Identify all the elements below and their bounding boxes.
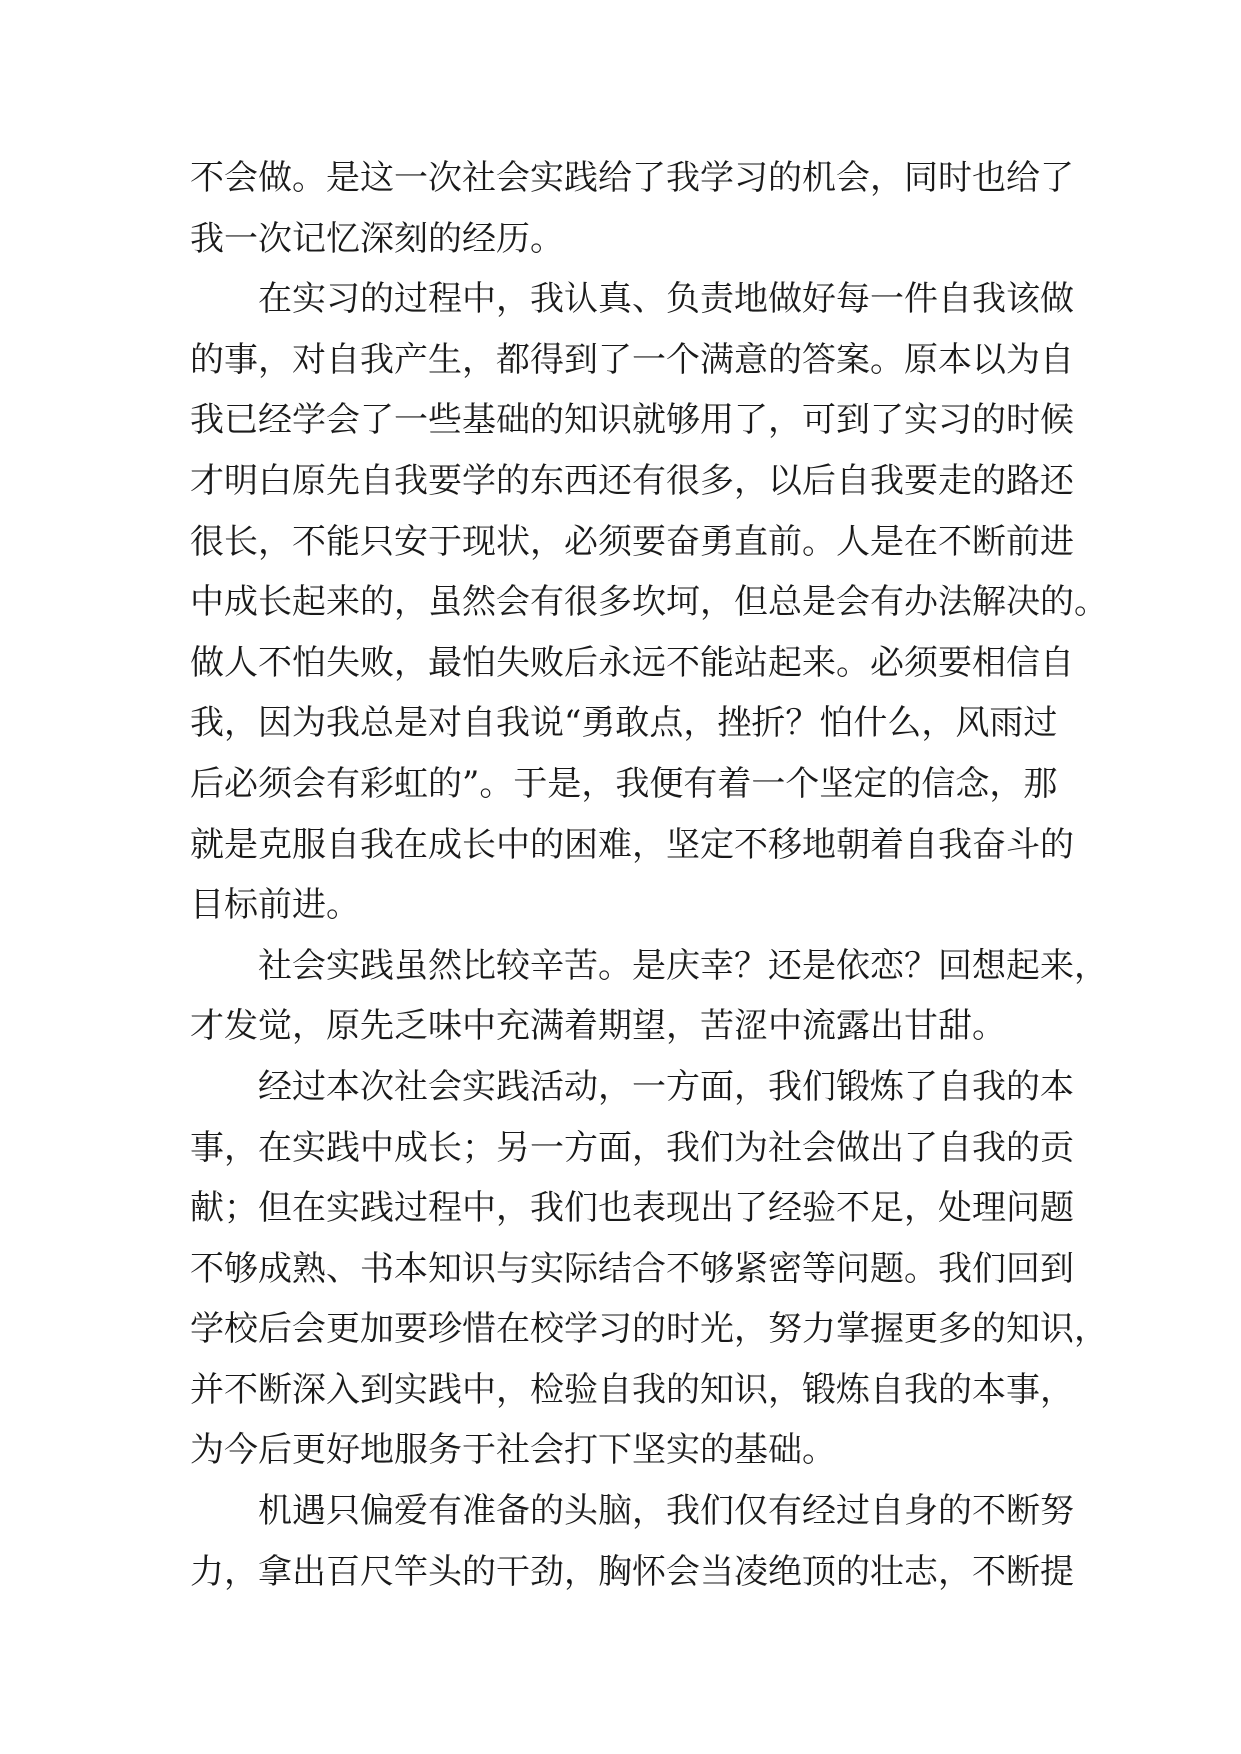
text-line: 我一次记忆深刻的经历。 bbox=[190, 218, 564, 259]
text-line: 后必须会有彩虹的”。于是，我便有着一个坚定的信念，那 bbox=[190, 763, 1058, 804]
text-line: 才明白原先自我要学的东西还有很多，以后自我要走的路还 bbox=[190, 460, 1074, 501]
text-line: 我已经学会了一些基础的知识就够用了，可到了实习的时候 bbox=[190, 400, 1074, 441]
text-line: 很长，不能只安于现状，必须要奋勇直前。人是在不断前进 bbox=[190, 521, 1074, 562]
text-line: 才发觉，原先乏味中充满着期望，苦涩中流露出甘甜。 bbox=[190, 1006, 1006, 1047]
body-text bbox=[190, 148, 1108, 1602]
text-line: 并不断深入到实践中，检验自我的知识，锻炼自我的本事， bbox=[190, 1369, 1074, 1410]
text-line: 中成长起来的，虽然会有很多坎坷，但总是会有办法解决的。 bbox=[190, 582, 1108, 623]
paragraph-first-line: 社会实践虽然比较辛苦。是庆幸？还是依恋？回想起来， bbox=[258, 945, 1108, 986]
text-line: 就是克服自我在成长中的困难，坚定不移地朝着自我奋斗的 bbox=[190, 824, 1074, 865]
text-line: 力，拿出百尺竿头的干劲，胸怀会当凌绝顶的壮志，不断提 bbox=[190, 1551, 1074, 1592]
text-line: 我，因为我总是对自我说“勇敢点，挫折？怕什么，风雨过 bbox=[190, 703, 1058, 744]
paragraph-first-line: 经过本次社会实践活动，一方面，我们锻炼了自我的本 bbox=[258, 1066, 1074, 1107]
text-line: 不够成熟、书本知识与实际结合不够紧密等问题。我们回到 bbox=[190, 1248, 1074, 1289]
paragraph-first-line: 机遇只偏爱有准备的头脑，我们仅有经过自身的不断努 bbox=[258, 1491, 1074, 1532]
text-line: 事，在实践中成长；另一方面，我们为社会做出了自我的贡 bbox=[190, 1127, 1074, 1168]
paragraph-first-line: 在实习的过程中，我认真、负责地做好每一件自我该做 bbox=[258, 279, 1074, 320]
text-line: 做人不怕失败，最怕失败后永远不能站起来。必须要相信自 bbox=[190, 642, 1074, 683]
text-line: 为今后更好地服务于社会打下坚实的基础。 bbox=[190, 1430, 836, 1471]
text-line: 献；但在实践过程中，我们也表现出了经验不足，处理问题 bbox=[190, 1188, 1074, 1229]
text-line: 学校后会更加要珍惜在校学习的时光，努力掌握更多的知识， bbox=[190, 1309, 1108, 1350]
text-line: 不会做。是这一次社会实践给了我学习的机会，同时也给了 bbox=[190, 158, 1074, 198]
text-line: 的事，对自我产生，都得到了一个满意的答案。原本以为自 bbox=[190, 339, 1074, 380]
text-line: 目标前进。 bbox=[190, 885, 360, 926]
